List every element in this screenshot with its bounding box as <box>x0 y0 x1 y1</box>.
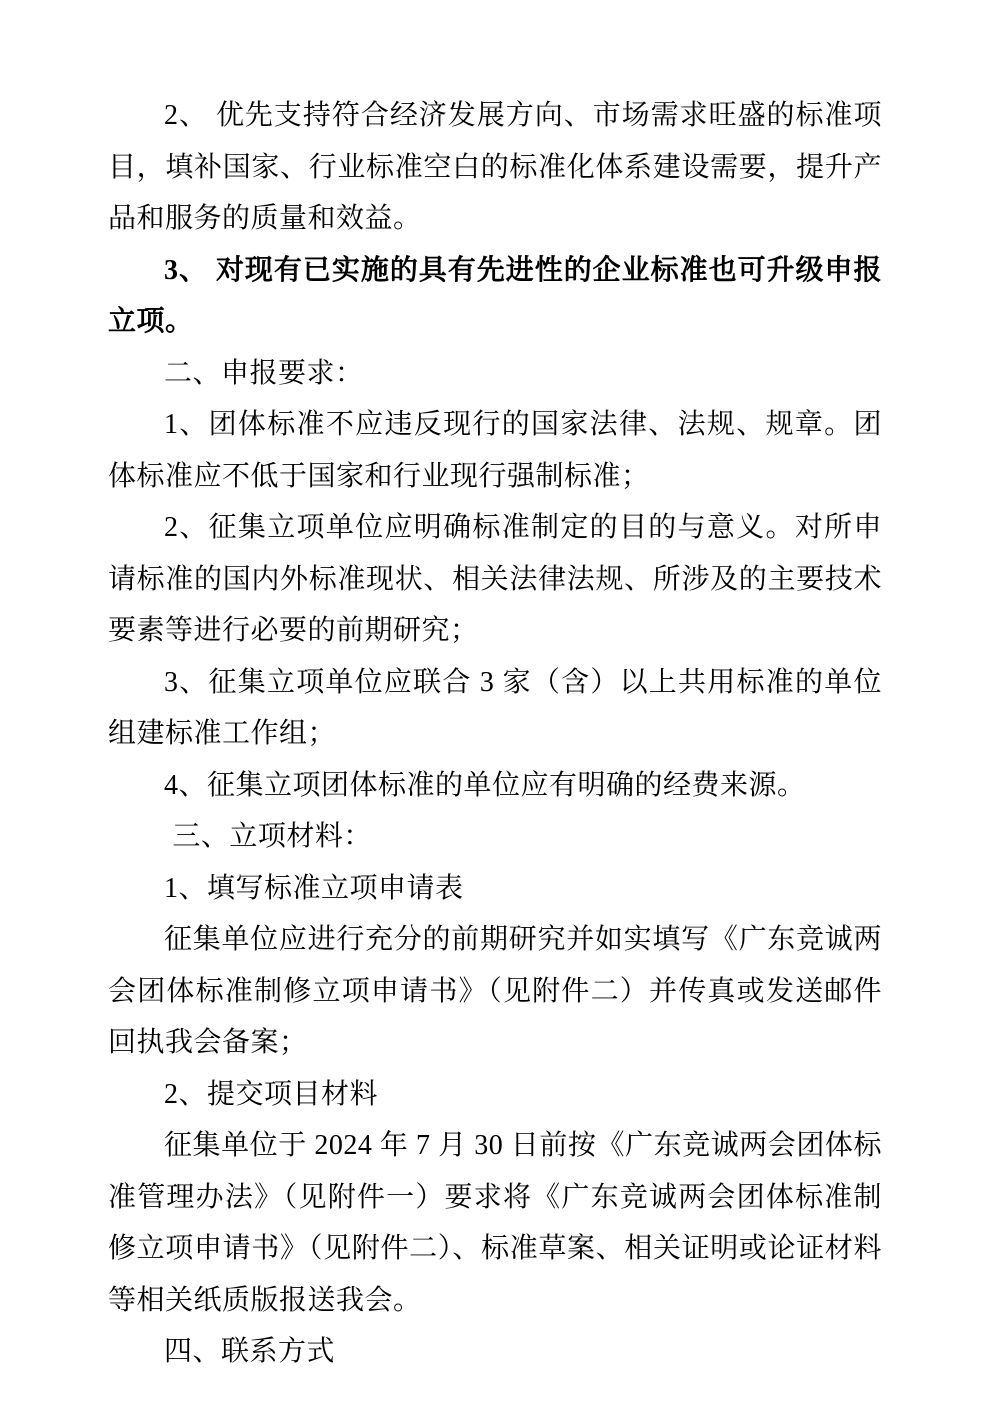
item-requirement-1: 1、团体标准不应违反现行的国家法律、法规、规章。团体标准应不低于国家和行业现行强制标准； <box>108 409 882 492</box>
heading-section-4-contact: 四、联系方式 <box>164 1336 336 1367</box>
heading-section-2-requirements: 二、申报要求： <box>164 357 364 389</box>
item-requirement-2: 2、征集立项单位应明确标准制定的目的与意义。对所申请标准的国内外标准现状、相关法律法规、所涉及的主要技术要素等进行必要的前期研究； <box>108 512 882 646</box>
item-material-2: 2、提交项目材料 <box>164 1078 379 1110</box>
heading-section-3-materials: 三、立项材料： <box>172 821 372 852</box>
item-requirement-4: 4、征集立项团体标准的单位应有明确的经费来源。 <box>164 769 806 801</box>
document-body <box>108 90 882 1378</box>
paragraph-material-2-detail: 征集单位于 2024 年 7 月 30 日前按《广东竞诚两会团体标准管理办法》（见附件一）要求将《广东竞诚两会团体标准制修立项申请书》（见附件二）、标准草案、相关证明或论证材料等相关纸质版报送我会。 <box>108 1130 882 1316</box>
paragraph-upgrade-declare: 3、 对现有已实施的具有先进性的企业标准也可升级申报立项。 <box>108 254 882 337</box>
item-material-1: 1、填写标准立项申请表 <box>164 872 464 904</box>
paragraph-material-1-detail: 征集单位应进行充分的前期研究并如实填写《广东竞诚两会团体标准制修立项申请书》（见附件二）并传真或发送邮件回执我会备案； <box>108 924 882 1058</box>
paragraph-support-priority: 2、 优先支持符合经济发展方向、市场需求旺盛的标准项目，填补国家、行业标准空白的标准化体系建设需要，提升产品和服务的质量和效益。 <box>108 100 882 234</box>
item-requirement-3: 3、征集立项单位应联合 3 家（含）以上共用标准的单位组建标准工作组； <box>108 666 882 749</box>
